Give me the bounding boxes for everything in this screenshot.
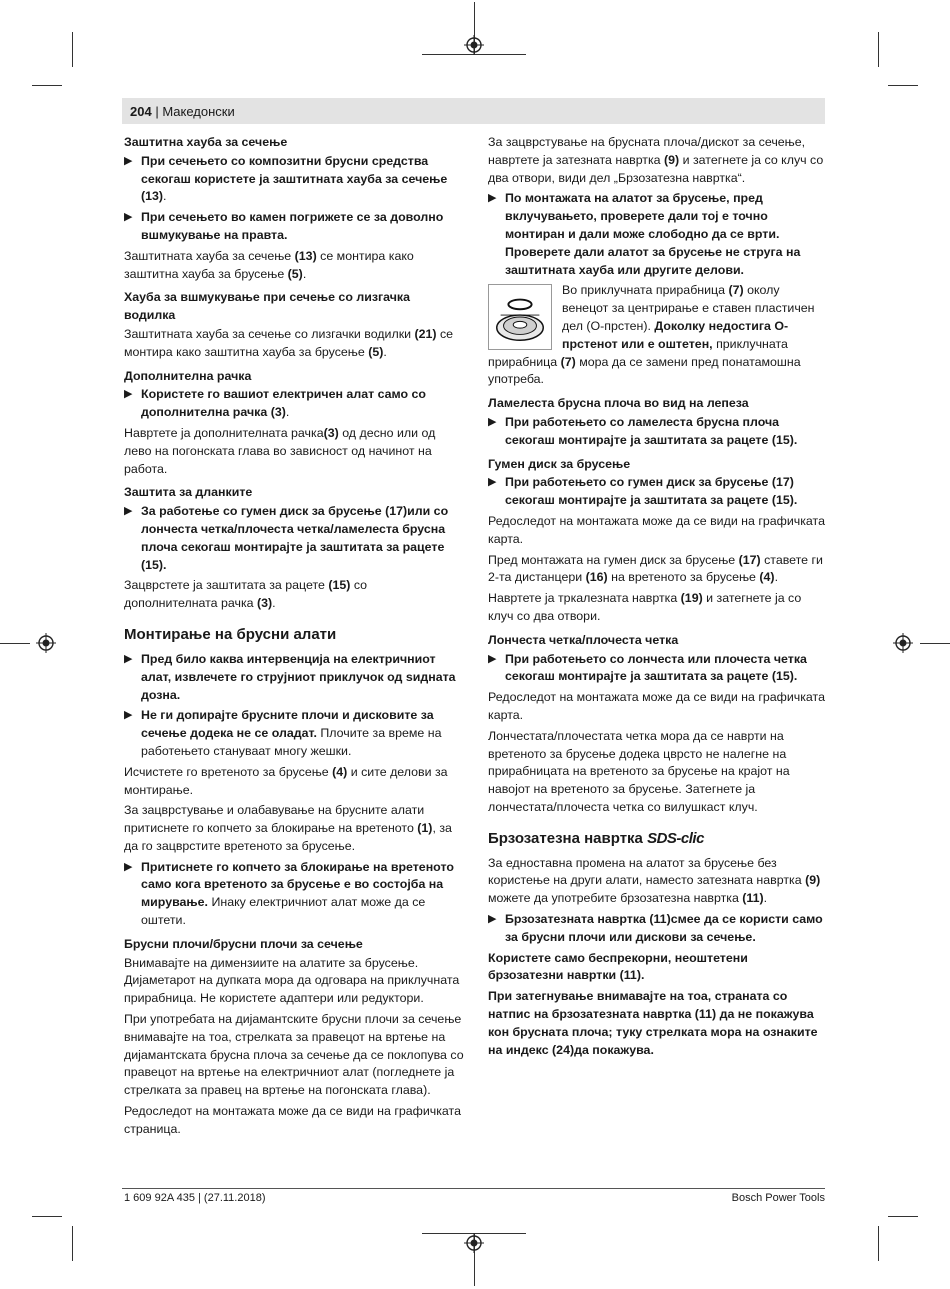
bullet-item: ▶ При работењето со гумен диск за брусење (17) секогаш монтирајте ја заштитата за рацете (15).: [488, 475, 798, 508]
registration-mark-icon: [36, 633, 56, 653]
paragraph: Зацврстете ја заштитата за рацете (15) со дополнителната рачка (3).: [124, 578, 368, 611]
bullet-triangle-icon: ▶: [488, 192, 497, 205]
paragraph: Редоследот на монтажата може да се види на графичката страница.: [124, 1104, 461, 1136]
bullet-triangle-icon: ▶: [124, 652, 133, 665]
bullet-item: ▶ По монтажата на алатот за брусење, пред вклучувањето, проверете дали тој е точно монтиран и дали може слободно да се врти. Проверете дали алатот за брусење не струга на заштитната хауба или другите делови.: [488, 191, 801, 277]
section-heading: Брусни плочи/брусни плочи за сечење: [124, 936, 363, 951]
o-ring-note: [488, 282, 826, 389]
section-heading: Ламелеста брусна плоча во вид на лепеза: [488, 396, 749, 411]
bullet-item: ▶ При сечењето со композитни брусни средства секогаш користете ја заштитната хауба за сечење (13).: [124, 153, 448, 204]
bullet-item: ▶ При работењето со лончеста или плочеста четка секогаш монтирајте ја заштитата за рацете (15).: [488, 651, 807, 684]
bullet-triangle-icon: ▶: [488, 913, 497, 926]
footer-brand: Bosch Power Tools: [731, 1192, 825, 1204]
crop-mark: [878, 32, 879, 67]
bullet-triangle-icon: ▶: [488, 652, 497, 665]
section-heading: Дополнителна рачка: [124, 368, 252, 383]
section-heading: Лончеста четка/плочеста четка: [488, 632, 679, 647]
registration-mark-icon: [893, 633, 913, 653]
crop-mark: [878, 1226, 879, 1261]
crop-mark: [0, 643, 30, 644]
bullet-item: ▶ Притиснете го копчето за блокирање на вретеното само кога вретеното за брусење е во состојба на мирување. Инаку електричниот алат може да се оштети.: [124, 859, 454, 928]
bullet-item: ▶ За работење со гумен диск за брусење (17)или со лончеста четка/плочеста четка/ламелеста брусна плоча секогаш монтирајте ја заштитата за рацете (15).: [124, 504, 449, 572]
footer-doc-id: 1 609 92A 435 | (27.11.2018): [124, 1192, 266, 1204]
paragraph: Пред монтажата на гумен диск за брусење (17) ставете ги 2-та дистанцери (16) на вретеното за брусење (4).: [488, 552, 823, 585]
crop-mark: [32, 85, 62, 86]
crop-mark: [888, 1216, 918, 1217]
page-number: 204: [130, 103, 152, 119]
paragraph: Заштитната хауба за сечење со лизгачки водилки (21) се монтира како заштитна хауба за брусење (5).: [124, 326, 454, 359]
bullet-triangle-icon: ▶: [124, 709, 133, 722]
section-heading: Гумен диск за брусење: [488, 456, 631, 471]
right-column: [488, 134, 826, 1062]
bullet-triangle-icon: ▶: [124, 388, 133, 401]
bullet-triangle-icon: ▶: [124, 154, 133, 167]
paragraph: Навртете ја тркалезната навртка (19) и затегнете ја со клуч со два отвори.: [488, 591, 802, 623]
section-title: Брзозатезна навртка SDS-clic: [488, 829, 704, 847]
paragraph: При затегнување внимавајте на тоа, страната со натпис на брзозатезната навртка (11) да не покажува кон брусната плоча; туку стрелката мора на ознаките на индекс (24)да покажува.: [488, 989, 818, 1057]
registration-mark-icon: [464, 35, 484, 55]
bullet-item: ▶ Брзозатезната навртка (11)смее да се користи само за брусни плочи или дискови за сечење.: [488, 912, 823, 944]
flange-o-ring-figure: [488, 284, 552, 350]
bullet-item: ▶ Не ги допирајте брусните плочи и дисковите за сечење додека не се оладат. Плочите за време на работењето стануваат многу жешки.: [124, 708, 442, 758]
paragraph: Лончестата/плочестата четка мора да се наврти на вретеното за брусење додека цврсто не налегне на прирабницата на вретеното за брусење на крајот на навојот на вретеното за брусење. Затегнете ја лончестата/плочеста четка со вилушкаст клуч.: [488, 728, 790, 814]
footer-rule: [122, 1188, 825, 1189]
bullet-item: ▶ Пред било каква интервенција на електричниот алат, извлечете го струјниот приклучок од ѕидната дозна.: [124, 651, 456, 702]
paragraph: Навртете ја дополнителната рачка(3) од десно или од лево на погонската глава во зависност од начинот на работа.: [124, 425, 436, 476]
paragraph: Редоследот на монтажата може да се види на графичката карта.: [488, 690, 825, 722]
bullet-item: ▶ Користете го вашиот електричен алат само со дополнителна рачка (3).: [124, 387, 427, 420]
section-heading: Хауба за вшмукување при сечење со лизгачка водилка: [124, 290, 411, 323]
crop-mark: [920, 643, 950, 644]
paragraph: За едноставна промена на алатот за брусење без користење на други алати, наместо затезната навртка (9) можете да употребите брзозатезна навртка (11).: [488, 855, 821, 906]
bullet-triangle-icon: ▶: [124, 211, 133, 224]
bullet-triangle-icon: ▶: [124, 505, 133, 518]
section-heading: Заштита за дланките: [124, 485, 253, 500]
section-heading: Заштитна хауба за сечење: [124, 135, 288, 149]
crop-mark: [72, 1226, 73, 1261]
paragraph: Внимавајте на димензиите на алатите за брусење. Дијаметарот на дупката мора да одговара на приклучната прирабница. Не користете адаптери или редуктори.: [124, 955, 460, 1006]
registration-mark-icon: [464, 1233, 484, 1253]
page-header: [122, 98, 825, 124]
page-language: Македонски: [162, 103, 235, 119]
paragraph: Исчистете го вретеното за брусење (4) и сите делови за монтирање.: [124, 764, 448, 797]
bullet-item: ▶ При работењето со ламелеста брусна плоча секогаш монтирајте ја заштитата за рацете (15).: [488, 414, 798, 447]
header-separator: |: [151, 103, 163, 119]
paragraph: За зацврстување на брусната плоча/дискот за сечење, навртете ја затезната навртка (9) и затегнете ја со клуч со два отвори, види дел „Брзозатезна навртка“.: [488, 135, 824, 185]
crop-mark: [72, 32, 73, 67]
bullet-item: ▶ При сечењето во камен погрижете се за доволно вшмукување на правта.: [124, 210, 444, 242]
crop-mark: [888, 85, 918, 86]
bullet-triangle-icon: ▶: [124, 860, 133, 873]
paragraph: Редоследот на монтажата може да се види на графичката карта.: [488, 513, 825, 546]
left-column: [124, 134, 464, 1142]
paragraph: При употребата на дијамантските брусни плочи за сечење внимавајте на тоа, стрелката за правецот на вртење на дијамантската брусна плоча за сечење да се поклопува со правецот на вртење на електричниот алат (погледнете ја стрелката за правец на вртење на погонската глава).: [124, 1012, 464, 1098]
crop-mark: [32, 1216, 62, 1217]
bullet-triangle-icon: ▶: [488, 476, 497, 489]
paragraph: Во приклучната прирабница (7) околу венецот за центрирање е ставен пластичен дел (О-прстен). Доколку недостига О-прстенот или е оштетен, приклучната прирабница (7) мора да се замени пред понатамошна употреба.: [488, 283, 815, 387]
bullet-triangle-icon: ▶: [488, 415, 497, 428]
section-title: Монтирање на брусни алати: [124, 625, 337, 643]
sds-clic-logo: SDS-clic: [647, 829, 704, 847]
paragraph: Заштитната хауба за сечење (13) се монтира како заштитна хауба за брусење (5).: [124, 248, 414, 281]
paragraph: Користете само беспрекорни, неоштетени брзозатезни навртки (11).: [488, 950, 748, 983]
paragraph: За зацврстување и олабавување на брусните алати притиснете го копчето за блокирање на вретеното (1), за да го зацврстите вретеното за брусење.: [124, 803, 452, 853]
